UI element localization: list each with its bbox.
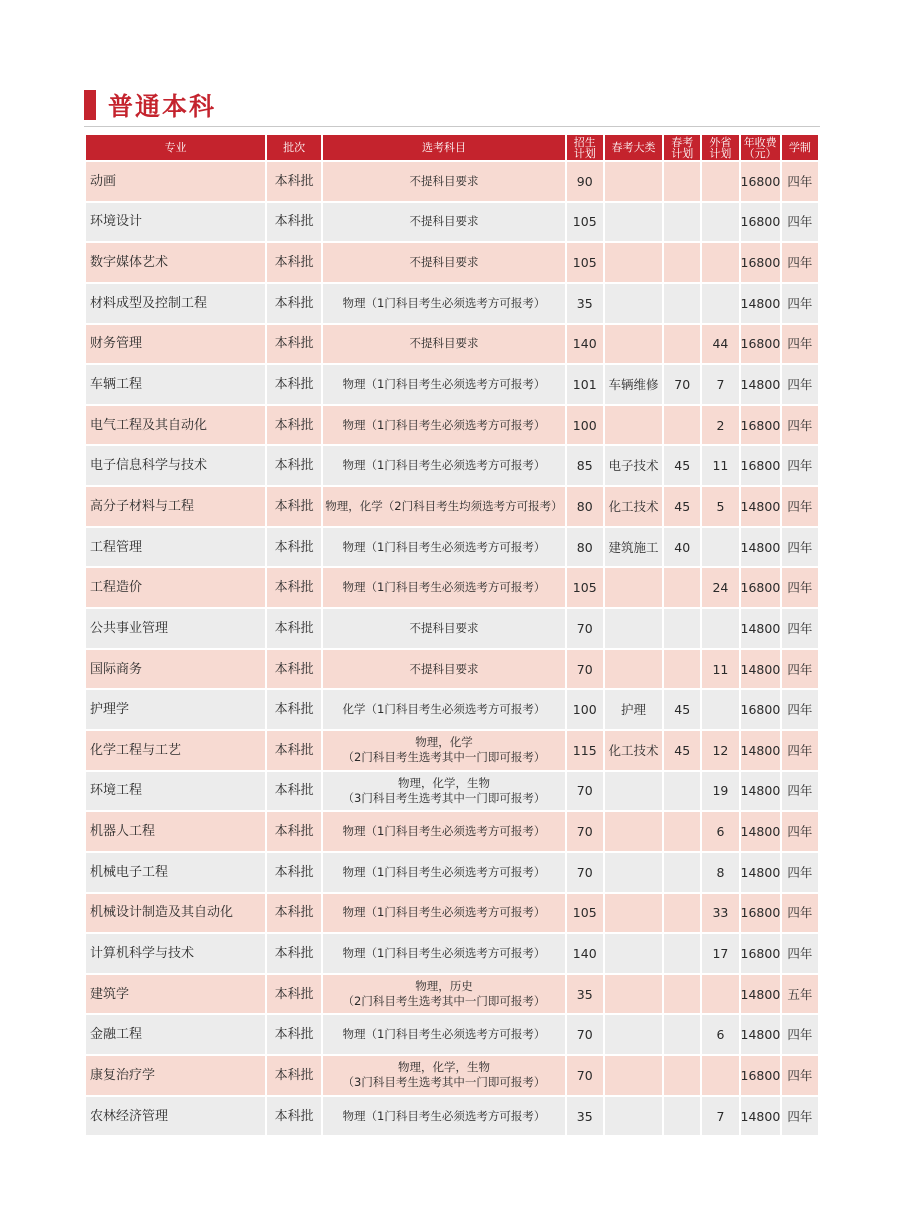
table-row [86, 772, 818, 811]
spring-plan-cell [664, 325, 700, 364]
major-cell: 材料成型及控制工程 [86, 284, 265, 323]
spring-plan-cell: 45 [664, 731, 700, 770]
subjects-cell [323, 487, 564, 526]
subjects-line: 物理（1门科目考生必须选考方可报考） [342, 864, 546, 879]
enroll-plan-cell: 35 [567, 1097, 603, 1136]
spring-plan-cell [664, 650, 700, 689]
duration-cell: 四年 [782, 284, 818, 323]
major-cell: 财务管理 [86, 325, 265, 364]
header-outside-plan-line2: 计划 [709, 146, 732, 160]
major-cell: 机器人工程 [86, 812, 265, 851]
enrollment-table [84, 133, 820, 1137]
subjects-cell [323, 446, 564, 485]
spring-category-cell: 车辆维修 [605, 365, 662, 404]
outside-plan-cell [702, 243, 738, 282]
enroll-plan-cell: 105 [567, 568, 603, 607]
outside-plan-cell: 24 [702, 568, 738, 607]
spring-category-cell [605, 772, 662, 811]
subjects-line: （3门科目考生选考其中一门即可报考） [342, 1075, 546, 1090]
table-row [86, 325, 818, 364]
spring-category-cell [605, 203, 662, 242]
batch-cell: 本科批 [267, 650, 321, 689]
annual-fee-cell: 14800 [741, 284, 780, 323]
subjects-line: 物理（1门科目考生必须选考方可报考） [342, 377, 546, 392]
table-row [86, 446, 818, 485]
batch-cell: 本科批 [267, 772, 321, 811]
major-cell: 工程造价 [86, 568, 265, 607]
header-outside-plan [702, 135, 738, 160]
header-duration: 学制 [782, 135, 818, 160]
section-title: 普通本科 [108, 92, 217, 121]
batch-cell: 本科批 [267, 975, 321, 1014]
subjects-line: 物理，化学，生物 [397, 1060, 490, 1075]
duration-cell: 四年 [782, 406, 818, 445]
subjects-line: 不提科目要求 [409, 214, 479, 229]
annual-fee-cell: 16800 [741, 446, 780, 485]
annual-fee-cell: 16800 [741, 406, 780, 445]
major-cell: 电子信息科学与技术 [86, 446, 265, 485]
outside-plan-cell: 6 [702, 1015, 738, 1054]
spring-plan-cell: 70 [664, 365, 700, 404]
annual-fee-cell: 16800 [741, 243, 780, 282]
annual-fee-cell: 14800 [741, 528, 780, 567]
spring-plan-cell: 45 [664, 487, 700, 526]
annual-fee-cell: 14800 [741, 975, 780, 1014]
subjects-line: 不提科目要求 [409, 336, 479, 351]
outside-plan-cell [702, 162, 738, 201]
annual-fee-cell: 16800 [741, 1056, 780, 1095]
subjects-cell [323, 1015, 564, 1054]
spring-category-cell: 护理 [605, 690, 662, 729]
header-outside-plan-line1: 外省 [709, 135, 732, 149]
table-row [86, 365, 818, 404]
annual-fee-cell: 14800 [741, 609, 780, 648]
major-cell: 数字媒体艺术 [86, 243, 265, 282]
major-cell: 工程管理 [86, 528, 265, 567]
subjects-line: 物理（1门科目考生必须选考方可报考） [342, 1027, 546, 1042]
duration-cell: 四年 [782, 650, 818, 689]
subjects-cell [323, 1056, 564, 1095]
enroll-plan-cell: 70 [567, 772, 603, 811]
major-cell: 康复治疗学 [86, 1056, 265, 1095]
major-cell: 机械电子工程 [86, 853, 265, 892]
subjects-cell [323, 528, 564, 567]
outside-plan-cell: 7 [702, 365, 738, 404]
outside-plan-cell: 33 [702, 894, 738, 933]
subjects-line: （2门科目考生选考其中一门即可报考） [342, 750, 546, 765]
subjects-cell [323, 243, 564, 282]
subjects-cell [323, 365, 564, 404]
enroll-plan-cell: 70 [567, 609, 603, 648]
enroll-plan-cell: 105 [567, 894, 603, 933]
spring-category-cell [605, 406, 662, 445]
annual-fee-cell: 14800 [741, 1097, 780, 1136]
subjects-cell [323, 812, 564, 851]
annual-fee-cell: 16800 [741, 690, 780, 729]
subjects-cell [323, 690, 564, 729]
outside-plan-cell: 17 [702, 934, 738, 973]
duration-cell: 五年 [782, 975, 818, 1014]
outside-plan-cell: 19 [702, 772, 738, 811]
header-fee-line1: 年收费 [743, 135, 777, 149]
table-row [86, 568, 818, 607]
duration-cell: 四年 [782, 487, 818, 526]
enroll-plan-cell: 101 [567, 365, 603, 404]
spring-plan-cell [664, 894, 700, 933]
enroll-plan-cell: 85 [567, 446, 603, 485]
duration-cell: 四年 [782, 325, 818, 364]
spring-plan-cell [664, 162, 700, 201]
duration-cell: 四年 [782, 1015, 818, 1054]
table-row [86, 162, 818, 201]
table-row [86, 853, 818, 892]
spring-category-cell [605, 894, 662, 933]
spring-plan-cell [664, 812, 700, 851]
spring-plan-cell [664, 975, 700, 1014]
header-spring-plan-line2: 计划 [671, 146, 694, 160]
header-spring-plan-line1: 春考 [671, 135, 694, 149]
annual-fee-cell: 14800 [741, 812, 780, 851]
batch-cell: 本科批 [267, 162, 321, 201]
table-row [86, 934, 818, 973]
spring-plan-cell [664, 243, 700, 282]
header-enroll-line1: 招生 [573, 135, 596, 149]
major-cell: 机械设计制造及其自动化 [86, 894, 265, 933]
subjects-cell [323, 609, 564, 648]
major-cell: 建筑学 [86, 975, 265, 1014]
header-major: 专业 [86, 135, 265, 160]
subjects-line: 物理（1门科目考生必须选考方可报考） [342, 945, 546, 960]
table-row [86, 406, 818, 445]
table-row [86, 1015, 818, 1054]
enroll-plan-cell: 80 [567, 528, 603, 567]
header-fee [741, 135, 780, 160]
outside-plan-cell: 12 [702, 731, 738, 770]
duration-cell: 四年 [782, 365, 818, 404]
duration-cell: 四年 [782, 162, 818, 201]
duration-cell: 四年 [782, 853, 818, 892]
spring-plan-cell [664, 1097, 700, 1136]
outside-plan-cell: 7 [702, 1097, 738, 1136]
batch-cell: 本科批 [267, 284, 321, 323]
spring-category-cell [605, 325, 662, 364]
duration-cell: 四年 [782, 894, 818, 933]
header-spring-category: 春考大类 [605, 135, 662, 160]
enroll-plan-cell: 105 [567, 203, 603, 242]
outside-plan-cell: 11 [702, 446, 738, 485]
duration-cell: 四年 [782, 1056, 818, 1095]
batch-cell: 本科批 [267, 1056, 321, 1095]
duration-cell: 四年 [782, 690, 818, 729]
outside-plan-cell: 44 [702, 325, 738, 364]
subjects-cell [323, 284, 564, 323]
spring-category-cell [605, 1097, 662, 1136]
subjects-line: 不提科目要求 [409, 620, 479, 635]
header-fee-line2: （元） [743, 146, 777, 160]
header-subjects: 选考科目 [323, 135, 564, 160]
outside-plan-cell: 5 [702, 487, 738, 526]
spring-plan-cell: 45 [664, 690, 700, 729]
outside-plan-cell: 11 [702, 650, 738, 689]
section-header [84, 88, 216, 122]
batch-cell: 本科批 [267, 894, 321, 933]
table-row [86, 1097, 818, 1136]
table-row [86, 284, 818, 323]
subjects-cell [323, 162, 564, 201]
major-cell: 环境设计 [86, 203, 265, 242]
duration-cell: 四年 [782, 772, 818, 811]
spring-category-cell [605, 1015, 662, 1054]
major-cell: 农林经济管理 [86, 1097, 265, 1136]
subjects-line: 物理，化学 [415, 735, 473, 750]
enroll-plan-cell: 140 [567, 325, 603, 364]
enroll-plan-cell: 80 [567, 487, 603, 526]
spring-category-cell [605, 853, 662, 892]
annual-fee-cell: 14800 [741, 365, 780, 404]
header-enroll [567, 135, 603, 160]
annual-fee-cell: 14800 [741, 487, 780, 526]
outside-plan-cell [702, 528, 738, 567]
subjects-line: 物理，历史 [415, 979, 473, 994]
subjects-line: 不提科目要求 [409, 173, 479, 188]
major-cell: 高分子材料与工程 [86, 487, 265, 526]
table-row [86, 243, 818, 282]
annual-fee-cell: 14800 [741, 650, 780, 689]
outside-plan-cell [702, 975, 738, 1014]
subjects-line: 物理（1门科目考生必须选考方可报考） [342, 905, 546, 920]
annual-fee-cell: 14800 [741, 853, 780, 892]
table-row [86, 894, 818, 933]
subjects-line: 物理（1门科目考生必须选考方可报考） [342, 539, 546, 554]
subjects-line: 物理（1门科目考生必须选考方可报考） [342, 824, 546, 839]
duration-cell: 四年 [782, 203, 818, 242]
title-accent-bar [84, 90, 96, 120]
outside-plan-cell: 2 [702, 406, 738, 445]
header-enroll-line2: 计划 [573, 146, 596, 160]
batch-cell: 本科批 [267, 812, 321, 851]
header-batch: 批次 [267, 135, 321, 160]
duration-cell: 四年 [782, 528, 818, 567]
major-cell: 环境工程 [86, 772, 265, 811]
duration-cell: 四年 [782, 243, 818, 282]
enroll-plan-cell: 105 [567, 243, 603, 282]
batch-cell: 本科批 [267, 203, 321, 242]
enroll-plan-cell: 35 [567, 284, 603, 323]
spring-category-cell [605, 284, 662, 323]
table-row [86, 690, 818, 729]
spring-plan-cell [664, 1015, 700, 1054]
subjects-cell [323, 406, 564, 445]
spring-category-cell [605, 1056, 662, 1095]
duration-cell: 四年 [782, 609, 818, 648]
spring-category-cell [605, 162, 662, 201]
subjects-line: 不提科目要求 [409, 255, 479, 270]
annual-fee-cell: 16800 [741, 934, 780, 973]
spring-plan-cell [664, 772, 700, 811]
annual-fee-cell: 16800 [741, 203, 780, 242]
spring-category-cell [605, 975, 662, 1014]
spring-plan-cell [664, 568, 700, 607]
batch-cell: 本科批 [267, 243, 321, 282]
annual-fee-cell: 16800 [741, 568, 780, 607]
subjects-line: 物理（1门科目考生必须选考方可报考） [342, 417, 546, 432]
major-cell: 护理学 [86, 690, 265, 729]
spring-category-cell: 建筑施工 [605, 528, 662, 567]
title-divider [84, 126, 820, 127]
subjects-cell [323, 325, 564, 364]
subjects-line: 物理（1门科目考生必须选考方可报考） [342, 1108, 546, 1123]
table-row [86, 203, 818, 242]
batch-cell: 本科批 [267, 446, 321, 485]
subjects-cell [323, 853, 564, 892]
enroll-plan-cell: 70 [567, 812, 603, 851]
table-row [86, 528, 818, 567]
table-row [86, 487, 818, 526]
annual-fee-cell: 16800 [741, 162, 780, 201]
table-row [86, 1056, 818, 1095]
enroll-plan-cell: 90 [567, 162, 603, 201]
duration-cell: 四年 [782, 731, 818, 770]
subjects-line: （2门科目考生选考其中一门即可报考） [342, 994, 546, 1009]
duration-cell: 四年 [782, 1097, 818, 1136]
annual-fee-cell: 16800 [741, 325, 780, 364]
spring-plan-cell [664, 406, 700, 445]
subjects-cell [323, 203, 564, 242]
batch-cell: 本科批 [267, 731, 321, 770]
outside-plan-cell [702, 690, 738, 729]
major-cell: 车辆工程 [86, 365, 265, 404]
enroll-plan-cell: 140 [567, 934, 603, 973]
subjects-cell [323, 568, 564, 607]
batch-cell: 本科批 [267, 528, 321, 567]
subjects-cell [323, 731, 564, 770]
table-row [86, 975, 818, 1014]
subjects-cell [323, 1097, 564, 1136]
batch-cell: 本科批 [267, 365, 321, 404]
duration-cell: 四年 [782, 568, 818, 607]
enroll-plan-cell: 115 [567, 731, 603, 770]
subjects-cell [323, 650, 564, 689]
outside-plan-cell: 8 [702, 853, 738, 892]
table-row [86, 609, 818, 648]
outside-plan-cell [702, 609, 738, 648]
spring-category-cell: 化工技术 [605, 487, 662, 526]
batch-cell: 本科批 [267, 853, 321, 892]
batch-cell: 本科批 [267, 406, 321, 445]
table-row [86, 812, 818, 851]
enroll-plan-cell: 70 [567, 1056, 603, 1095]
batch-cell: 本科批 [267, 609, 321, 648]
annual-fee-cell: 16800 [741, 894, 780, 933]
spring-category-cell [605, 568, 662, 607]
spring-plan-cell [664, 934, 700, 973]
major-cell: 动画 [86, 162, 265, 201]
spring-category-cell: 电子技术 [605, 446, 662, 485]
subjects-line: 物理，化学，生物 [397, 775, 490, 790]
outside-plan-cell [702, 1056, 738, 1095]
subjects-cell [323, 772, 564, 811]
duration-cell: 四年 [782, 812, 818, 851]
major-cell: 公共事业管理 [86, 609, 265, 648]
duration-cell: 四年 [782, 934, 818, 973]
spring-plan-cell [664, 284, 700, 323]
spring-category-cell [605, 243, 662, 282]
major-cell: 国际商务 [86, 650, 265, 689]
table-row [86, 731, 818, 770]
header-row [86, 135, 818, 160]
subjects-line: 物理，化学（2门科目考生均须选考方可报考） [325, 498, 563, 513]
annual-fee-cell: 14800 [741, 1015, 780, 1054]
subjects-cell [323, 975, 564, 1014]
subjects-line: （3门科目考生选考其中一门即可报考） [342, 790, 546, 805]
batch-cell: 本科批 [267, 1097, 321, 1136]
enroll-plan-cell: 100 [567, 690, 603, 729]
major-cell: 化学工程与工艺 [86, 731, 265, 770]
batch-cell: 本科批 [267, 1015, 321, 1054]
table-row [86, 650, 818, 689]
subjects-line: 物理（1门科目考生必须选考方可报考） [342, 580, 546, 595]
subjects-cell [323, 894, 564, 933]
spring-category-cell [605, 650, 662, 689]
enroll-plan-cell: 70 [567, 650, 603, 689]
spring-plan-cell [664, 203, 700, 242]
batch-cell: 本科批 [267, 325, 321, 364]
batch-cell: 本科批 [267, 487, 321, 526]
header-spring-plan [664, 135, 700, 160]
enroll-plan-cell: 100 [567, 406, 603, 445]
batch-cell: 本科批 [267, 690, 321, 729]
outside-plan-cell [702, 203, 738, 242]
major-cell: 电气工程及其自动化 [86, 406, 265, 445]
spring-plan-cell: 40 [664, 528, 700, 567]
spring-plan-cell [664, 1056, 700, 1095]
batch-cell: 本科批 [267, 934, 321, 973]
subjects-line: 不提科目要求 [409, 661, 479, 676]
enroll-plan-cell: 35 [567, 975, 603, 1014]
spring-category-cell [605, 934, 662, 973]
major-cell: 金融工程 [86, 1015, 265, 1054]
annual-fee-cell: 14800 [741, 772, 780, 811]
spring-plan-cell: 45 [664, 446, 700, 485]
spring-plan-cell [664, 609, 700, 648]
outside-plan-cell: 6 [702, 812, 738, 851]
subjects-line: 物理（1门科目考生必须选考方可报考） [342, 458, 546, 473]
outside-plan-cell [702, 284, 738, 323]
spring-plan-cell [664, 853, 700, 892]
subjects-line: 化学（1门科目考生必须选考方可报考） [342, 702, 546, 717]
annual-fee-cell: 14800 [741, 731, 780, 770]
enroll-plan-cell: 70 [567, 1015, 603, 1054]
subjects-cell [323, 934, 564, 973]
major-cell: 计算机科学与技术 [86, 934, 265, 973]
spring-category-cell: 化工技术 [605, 731, 662, 770]
spring-category-cell [605, 609, 662, 648]
enroll-plan-cell: 70 [567, 853, 603, 892]
subjects-line: 物理（1门科目考生必须选考方可报考） [342, 295, 546, 310]
spring-category-cell [605, 812, 662, 851]
duration-cell: 四年 [782, 446, 818, 485]
batch-cell: 本科批 [267, 568, 321, 607]
